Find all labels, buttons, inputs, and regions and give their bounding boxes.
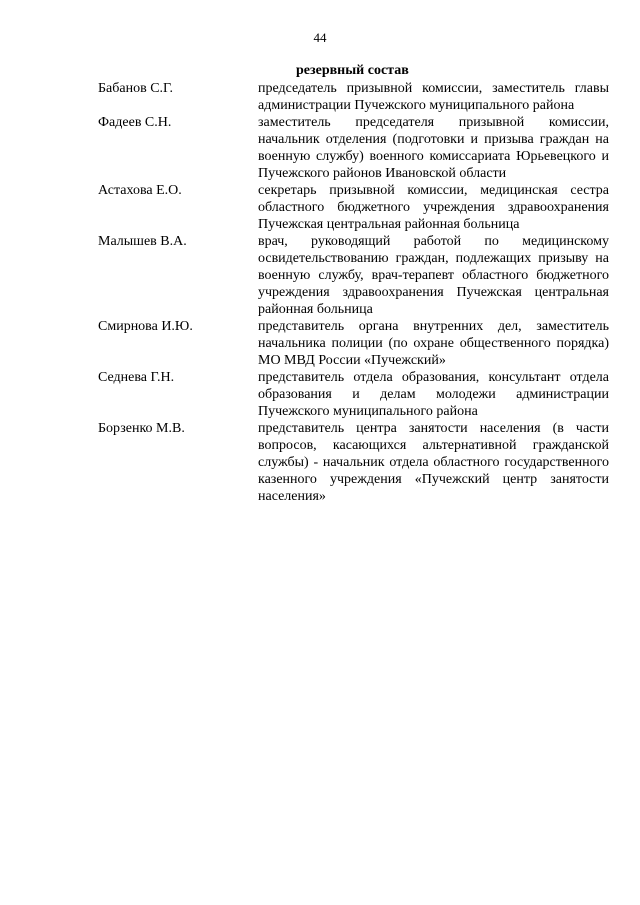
member-row <box>0 318 640 369</box>
member-row <box>0 233 640 318</box>
member-row <box>0 420 640 505</box>
member-name: Смирнова И.Ю. <box>98 319 193 334</box>
section-heading: резервный состав <box>296 63 409 78</box>
member-role: заместитель председателя призывной комиссии, начальник отделения (подготовки и призыва граждан на военную службу) военного комиссариата Юрьевецкого и Пучежского районов Ивановской области <box>258 115 609 181</box>
member-name: Борзенко М.В. <box>98 421 185 436</box>
page-number: 44 <box>313 30 327 45</box>
member-row <box>0 80 640 114</box>
member-role: представитель центра занятости населения (в части вопросов, касающихся альтернативной гражданской службы) - начальник отдела областного государственного казенного учреждения «Пучежский центр занятости населения» <box>258 421 609 504</box>
member-role: представитель отдела образования, консультант отдела образования и делам молодежи администрации Пучежского муниципального района <box>258 370 609 419</box>
member-row <box>0 114 640 182</box>
member-row <box>0 182 640 233</box>
member-role: врач, руководящий работой по медицинскому освидетельствованию граждан, подлежащих призыву на военную службу, врач-терапевт областного бюджетного учреждения здравоохранения Пучежская центральная районная больница <box>258 234 609 317</box>
member-row <box>0 369 640 420</box>
member-role: представитель органа внутренних дел, заместитель начальника полиции (по охране общественного порядка) МО МВД России «Пучежский» <box>258 319 609 368</box>
member-name: Малышев В.А. <box>98 234 187 249</box>
member-name: Бабанов С.Г. <box>98 81 174 96</box>
member-role: секретарь призывной комиссии, медицинская сестра областного бюджетного учреждения здравоохранения Пучежская центральная районная больница <box>258 183 609 232</box>
member-name: Седнева Г.Н. <box>98 370 175 385</box>
member-name: Астахова Е.О. <box>98 183 182 198</box>
member-list <box>0 80 640 505</box>
member-name: Фадеев С.Н. <box>98 115 172 130</box>
member-role: председатель призывной комиссии, заместитель главы администрации Пучежского муниципального района <box>258 81 609 113</box>
